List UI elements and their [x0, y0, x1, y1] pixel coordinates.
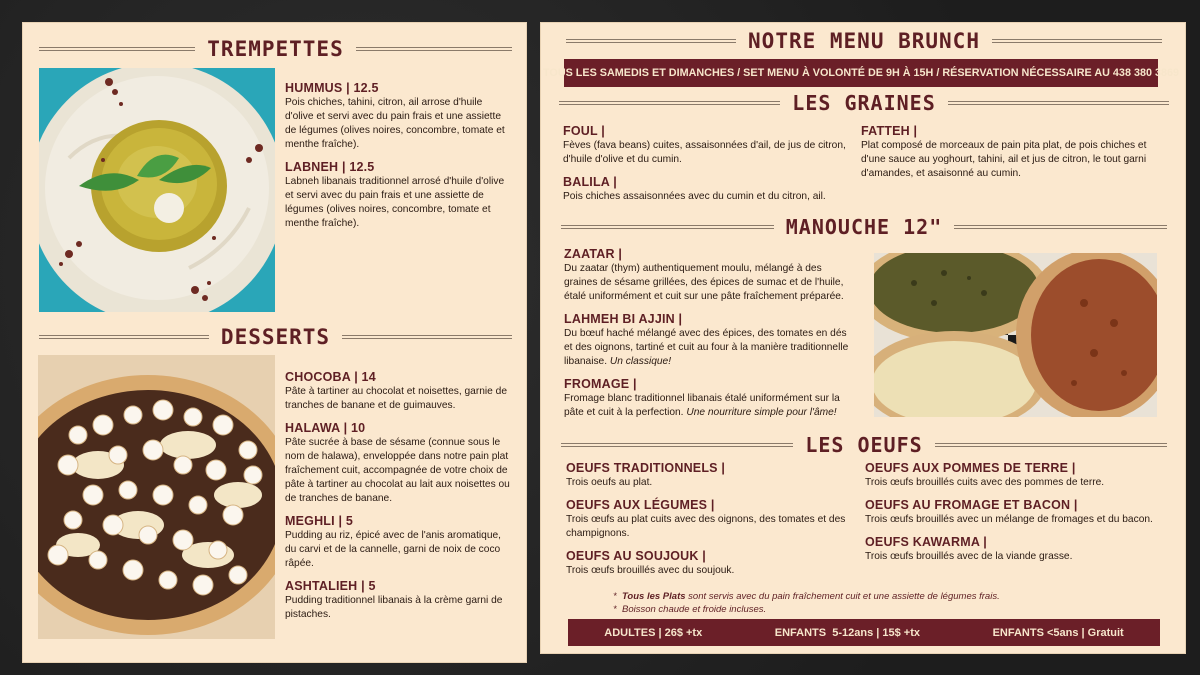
item-description: Pudding traditionnel libanais à la crème garni de pistaches. [285, 595, 503, 620]
hummus-photo [39, 68, 275, 312]
item-note: Un classique! [609, 356, 672, 367]
menu-item [285, 421, 513, 506]
item-description: Trois œufs brouillés avec de la viande grasse. [865, 551, 1073, 562]
graines-header [559, 91, 1169, 115]
item-name: OEUFS AU FROMAGE ET BACON | [865, 498, 1078, 512]
item-description: Trois œufs brouillés cuits avec des pommes de terre. [865, 477, 1105, 488]
menu-item [566, 549, 858, 578]
item-description: Labneh libanais traditionnel arrosé d'huile d'olive et servi avec du pain frais et une assiette de légumes (olives noires, concombre, tomate et menthe fraîche). [285, 176, 505, 229]
menu-item [865, 498, 1165, 527]
item-name: OEUFS TRADITIONNELS | [566, 461, 726, 475]
menu-item [285, 514, 513, 571]
item-description: Du bœuf haché mélangé avec des épices, des tomates en dés et des oignons, tartiné et cuit au four à la manière traditionnelle libanaise. Un classique! [564, 328, 849, 367]
right-menu-panel [540, 22, 1186, 654]
item-name: BALILA | [563, 175, 617, 189]
item-name: MEGHLI | 5 [285, 514, 354, 528]
desserts-list [285, 370, 513, 630]
item-description: Du zaatar (thym) authentiquement moulu, mélangé à des graines de sésame grillées, des épices de sumac et de l'huile, étalé uniformément et cuit sur une pâte fraîchement préparée. [564, 263, 844, 302]
menu-item [563, 175, 853, 204]
footnotes [613, 590, 1133, 616]
oeufs-right-list [865, 461, 1165, 572]
oeufs-header [561, 433, 1167, 457]
graines-left-list [563, 124, 853, 212]
item-name: HUMMUS | 12.5 [285, 81, 379, 95]
schedule-banner: TOUS LES SAMEDIS ET DIMANCHES / SET MENU À VOLONTÉ DE 9H À 15H / RÉSERVATION NÉCESSAIRE AU 438 380 3869 [564, 59, 1158, 87]
item-description: Fromage blanc traditionnel libanais étalé uniformément sur la pâte et cuit à la perfection. Une nourriture simple pour l'âme! [564, 393, 840, 418]
item-name: OEUFS KAWARMA | [865, 535, 988, 549]
oeufs-title: LES OEUFS [805, 433, 923, 457]
item-description: Pois chiches, tahini, citron, ail arrose d'huile d'olive et servi avec du pain frais et une assiette de légumes (olives noires, concombre, tomate et menthe fraîche). [285, 97, 505, 150]
left-menu-panel [22, 22, 527, 663]
item-description: Trois œufs au plat cuits avec des oignons, des tomates et des champignons. [566, 514, 846, 539]
item-name: FOUL | [563, 124, 605, 138]
menu-item [865, 461, 1165, 490]
menu-item [563, 124, 853, 167]
footnote-1: * Tous les Plats sont servis avec du pain fraîchement cuit et une assiette de légumes frais. [613, 591, 1000, 602]
price-bar [568, 619, 1160, 646]
trempettes-title: TREMPETTES [207, 37, 344, 61]
menu-item [566, 498, 858, 541]
item-name: CHOCOBA | 14 [285, 370, 376, 384]
item-name: LABNEH | 12.5 [285, 160, 375, 174]
price-kids: ENFANTS 5-12ans | 15$ +tx [774, 626, 921, 639]
item-name: LAHMEH BI AJJIN | [564, 312, 683, 326]
brunch-title: NOTRE MENU BRUNCH [748, 29, 980, 53]
manouche-photo [874, 253, 1157, 417]
manouche-list [564, 247, 854, 428]
item-name: FROMAGE | [564, 377, 637, 391]
item-description: Trois œufs brouillés avec du soujouk. [566, 565, 735, 576]
item-name: HALAWA | 10 [285, 421, 366, 435]
item-name: OEUFS AUX POMMES DE TERRE | [865, 461, 1076, 475]
menu-item [865, 535, 1165, 564]
menu-item [566, 461, 858, 490]
item-description: Pâte sucrée à base de sésame (connue sous le nom de halawa), enveloppée dans notre pain plat fraîchement cuit, accompagnée de votre choix de pâte à tartiner au chocolat au lait aux noisettes ou de tranches de banane. [285, 437, 510, 504]
item-description: Pâte à tartiner au chocolat et noisettes, garnie de tranches de banane et de guimauves. [285, 386, 508, 411]
item-name: ASHTALIEH | 5 [285, 579, 376, 593]
chocoba-photo [38, 355, 275, 639]
item-description: Pois chiches assaisonnées avec du cumin et du citron, ail. [563, 191, 826, 202]
menu-item [564, 377, 854, 420]
item-note: Une nourriture simple pour l'âme! [686, 407, 837, 418]
graines-title: LES GRAINES [792, 91, 936, 115]
item-description: Plat composé de morceaux de pain pita plat, de pois chiches et d'une sauce au yoghourt, tahini, ail et jus de citron, le tout garni d'amandes, et asaisonné au cumin. [861, 140, 1147, 179]
item-name: ZAATAR | [564, 247, 623, 261]
menu-item [285, 81, 513, 152]
menu-item [285, 579, 513, 622]
brunch-header [566, 29, 1162, 53]
manouche-header [561, 215, 1167, 239]
price-toddlers: ENFANTS <5ans | Gratuit [992, 626, 1124, 639]
graines-right-list [861, 124, 1161, 189]
trempettes-header [39, 37, 512, 61]
manouche-title: MANOUCHE 12" [785, 215, 943, 239]
item-name: OEUFS AU SOUJOUK | [566, 549, 706, 563]
desserts-header [39, 325, 512, 349]
oeufs-left-list [566, 461, 858, 586]
trempettes-list [285, 81, 513, 239]
footnote-2: * Boisson chaude et froide incluses. [613, 604, 767, 615]
desserts-title: DESSERTS [220, 325, 331, 349]
menu-item [564, 247, 854, 304]
item-name: FATTEH | [861, 124, 918, 138]
item-name: OEUFS AUX LÉGUMES | [566, 498, 715, 512]
menu-item [564, 312, 854, 369]
item-description: Fèves (fava beans) cuites, assaisonnées d'ail, de jus de citron, d'huile d'olive et du cumin. [563, 140, 846, 165]
item-description: Pudding au riz, épicé avec de l'anis aromatique, du carvi et de la cannelle, garni de noix de coco râpée. [285, 530, 502, 569]
menu-item [861, 124, 1161, 181]
item-description: Trois oeufs au plat. [566, 477, 653, 488]
price-adults: ADULTES | 26$ +tx [604, 626, 703, 639]
item-description: Trois œufs brouillés avec un mélange de fromages et du bacon. [865, 514, 1153, 525]
menu-item [285, 370, 513, 413]
menu-item [285, 160, 513, 231]
